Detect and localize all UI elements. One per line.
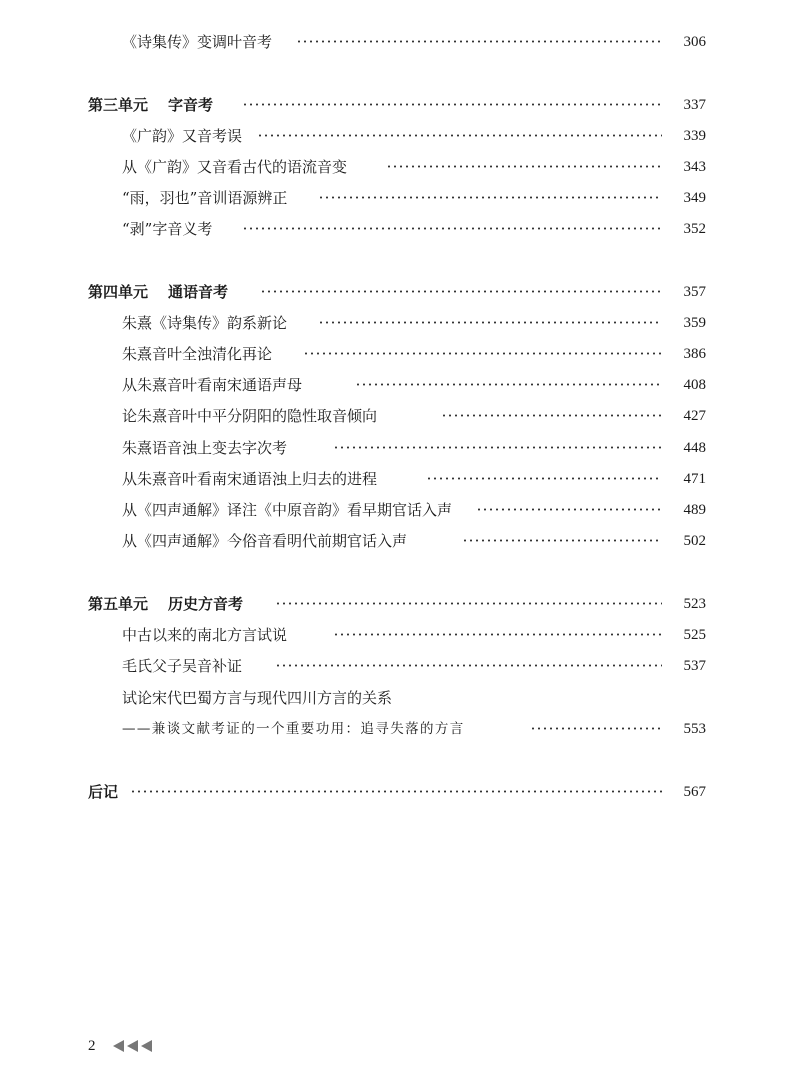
entry-title: 毛氏父子吴音补证 xyxy=(122,657,243,675)
leader-dots xyxy=(476,508,662,511)
entry-title: 朱熹音叶全浊清化再论 xyxy=(122,345,273,363)
afterword-heading[interactable] xyxy=(0,780,800,804)
toc-entry[interactable] xyxy=(0,342,800,366)
entry-page: 448 xyxy=(683,440,706,456)
unit-label: 第四单元 xyxy=(88,283,149,301)
entry-page: 408 xyxy=(683,377,706,393)
toc-entry[interactable] xyxy=(0,124,800,148)
entry-title: 中古以来的南北方言试说 xyxy=(122,626,288,644)
entry-title: 从《广韵》又音看古代的语流音变 xyxy=(122,158,348,176)
entry-page: 537 xyxy=(683,658,706,674)
entry-title: 从《四声通解》译注《中原音韵》看早期官话入声 xyxy=(122,501,453,519)
entry-title: 《广韵》又音考误 xyxy=(122,127,243,145)
toc-entry[interactable] xyxy=(0,498,800,522)
unit-heading-5[interactable] xyxy=(0,592,800,616)
entry-title: 试论宋代巴蜀方言与现代四川方言的关系 xyxy=(122,689,393,707)
toc-entry-subtitle[interactable] xyxy=(0,717,800,741)
toc-entry[interactable] xyxy=(0,467,800,491)
toc-entry[interactable] xyxy=(0,686,800,710)
toc-entry[interactable] xyxy=(0,155,800,179)
toc-entry[interactable] xyxy=(0,404,800,428)
leader-dots xyxy=(355,383,662,386)
entry-page: 523 xyxy=(683,596,706,612)
toc-entry[interactable] xyxy=(0,311,800,335)
unit-title: 历史方音考 xyxy=(168,595,244,613)
entry-page: 343 xyxy=(683,159,706,175)
entry-title: 论朱熹音叶中平分阴阳的隐性取音倾向 xyxy=(122,407,378,425)
entry-title: “剥”字音义考 xyxy=(122,220,213,238)
entry-page: 567 xyxy=(683,784,706,800)
entry-page: 386 xyxy=(683,346,706,362)
entry-page: 339 xyxy=(683,128,706,144)
leader-dots xyxy=(242,103,662,106)
leader-dots xyxy=(257,134,662,137)
entry-title: 从《四声通解》今俗音看明代前期官话入声 xyxy=(122,532,408,550)
entry-page: 337 xyxy=(683,97,706,113)
toc-entry[interactable] xyxy=(0,217,800,241)
entry-title: “雨，羽也”音训语源辨正 xyxy=(122,189,288,207)
leader-dots xyxy=(386,165,662,168)
leader-dots xyxy=(530,727,662,730)
leader-dots xyxy=(303,352,662,355)
entry-title: 从朱熹音叶看南宋通语声母 xyxy=(122,376,303,394)
entry-page: 349 xyxy=(683,190,706,206)
entry-subtitle: ——兼谈文献考证的一个重要功用：追寻失落的方言 xyxy=(122,721,465,737)
leader-dots xyxy=(260,290,662,293)
unit-title: 通语音考 xyxy=(168,283,229,301)
entry-page: 502 xyxy=(683,533,706,549)
afterword-title: 后记 xyxy=(88,783,119,801)
entry-page: 525 xyxy=(683,627,706,643)
toc-entry[interactable] xyxy=(0,436,800,460)
entry-page: 489 xyxy=(683,502,706,518)
page-footer xyxy=(88,1036,96,1056)
entry-page: 359 xyxy=(683,315,706,331)
entry-page: 306 xyxy=(683,34,706,50)
entry-page: 471 xyxy=(683,471,706,487)
leader-dots xyxy=(275,664,662,667)
entry-title: 从朱熹音叶看南宋通语浊上归去的进程 xyxy=(122,470,378,488)
page-number: 2 xyxy=(88,1038,96,1054)
entry-title: 《诗集传》变调叶音考 xyxy=(122,33,273,51)
leader-dots xyxy=(441,414,662,417)
unit-heading-4[interactable] xyxy=(0,280,800,304)
leader-dots xyxy=(242,227,662,230)
leader-dots xyxy=(296,40,662,43)
toc-entry[interactable] xyxy=(0,654,800,678)
entry-page: 352 xyxy=(683,221,706,237)
leader-dots xyxy=(130,790,662,793)
entry-page: 357 xyxy=(683,284,706,300)
toc-entry[interactable] xyxy=(0,529,800,553)
entry-title: 朱熹《诗集传》韵系新论 xyxy=(122,314,288,332)
leader-dots xyxy=(462,539,662,542)
leader-dots xyxy=(333,633,662,636)
unit-heading-3[interactable] xyxy=(0,93,800,117)
triple-left-arrow-icon xyxy=(112,1039,160,1053)
leader-dots xyxy=(426,477,662,480)
leader-dots xyxy=(333,446,662,449)
entry-title: 朱熹语音浊上变去字次考 xyxy=(122,439,288,457)
unit-label: 第三单元 xyxy=(88,96,149,114)
leader-dots xyxy=(318,196,662,199)
toc-entry[interactable] xyxy=(0,186,800,210)
unit-title: 字音考 xyxy=(168,96,214,114)
unit-label: 第五单元 xyxy=(88,595,149,613)
leader-dots xyxy=(275,602,662,605)
toc-entry[interactable] xyxy=(0,30,800,54)
toc-entry[interactable] xyxy=(0,373,800,397)
leader-dots xyxy=(318,321,662,324)
entry-page: 427 xyxy=(683,408,706,424)
entry-page: 553 xyxy=(683,721,706,737)
toc-entry[interactable] xyxy=(0,623,800,647)
